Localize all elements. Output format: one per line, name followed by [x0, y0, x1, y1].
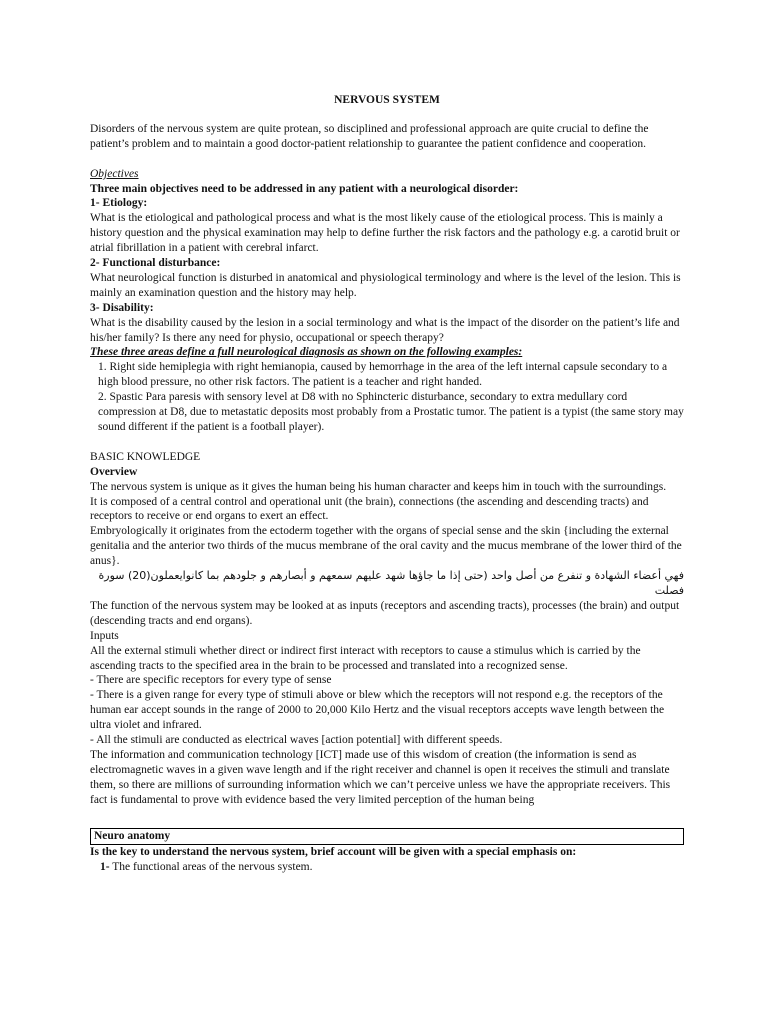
inputs-heading: Inputs: [90, 629, 119, 642]
neuro-anatomy-item-1: [90, 860, 684, 875]
neuro-item-number: 1-: [100, 861, 110, 874]
overview-paragraph-1: The nervous system is unique as it gives the human being his human character and keeps him in touch with the surroundings.: [90, 480, 667, 493]
neuro-anatomy-box: Neuro anatomy: [90, 828, 684, 845]
example-1: 1. Right side hemiplegia with right hemianopia, caused by hemorrhage in the area of the left internal capsule secondary to a high blood pressure, no other risk factors. The patient is a teacher and right handed.: [98, 361, 668, 389]
overview-paragraph-3: Embryologically it originates from the ectoderm together with the organs of special sense and the skin {including the external genitalia and the anterior two thirds of the mucus membrane of the oral cavity and the mucus membrane of the lower third of the anus}.: [90, 525, 682, 568]
intro-paragraph: Disorders of the nervous system are quite protean, so disciplined and professional approach are quite crucial to define the patient’s problem and to maintain a good doctor-patient relationship to guarantee the patient confidence and cooperation.: [90, 122, 649, 150]
document-body: [90, 93, 684, 875]
inputs-bullet-1: - There are specific receptors for every type of sense: [90, 674, 332, 687]
overview-paragraph-4: The function of the nervous system may be looked at as inputs (receptors and ascending tracts), processes (the brain) and output (descending tracts and end organs).: [90, 599, 680, 627]
objective-text-disability: What is the disability caused by the lesion in a social terminology and what is the impact of the disorder on the patient’s life and his/her family? Is there any need for physio, occupational or speech therapy?: [90, 316, 680, 344]
objective-label-functional: 2- Functional disturbance:: [90, 257, 221, 270]
example-2: 2. Spastic Para paresis with sensory level at D8 with no Sphincteric disturbance, secondary to extra medullary cord compression at D8, due to metastatic deposits most probably from a Prostatic tumor. The patient is a typist (the same story may sound different if the patient is a football player).: [98, 391, 684, 434]
inputs-paragraph: All the external stimuli whether direct or indirect first interact with receptors to cause a stimulus which is carried by the ascending tracts to the specified area in the brain to be processed and translated into a recognized sense.: [90, 644, 641, 672]
neuro-anatomy-lead: Is the key to understand the nervous system, brief account will be given with a special emphasis on:: [90, 846, 577, 859]
arabic-quote: فهي أعضاء الشهادة و تنفرع من أصل واحد (حتى إذا ما جاؤها شهد عليهم سمعهم و أبصارهم و جلودهم بما كانوايعملون(20) سورة فصلت: [98, 569, 684, 597]
neuro-item-text: The functional areas of the nervous system.: [109, 861, 313, 874]
ict-paragraph: The information and communication technology [ICT] made use of this wisdom of creation (the information is send as electromagnetic waves in a given wave length and if the right receiver and channel is open it receives the stimuli and translate them, so there are millions of surrounding information which we can’t perceive unless we have the appropriate receivers. This fact is fundamental to prove with evidence based the very limited perception of the human being: [90, 748, 671, 806]
overview-heading: Overview: [90, 465, 138, 478]
overview-paragraph-2: It is composed of a central control and operational unit (the brain), connections (the ascending and descending tracts) and receptors to receive or end organs to exert an effect.: [90, 495, 649, 523]
basic-knowledge-heading: BASIC KNOWLEDGE: [90, 450, 201, 463]
objective-text-etiology: What is the etiological and pathological process and what is the most likely cause of the etiological process. This is mainly a history question and the physical examination may help to define further the risk factors and the pathology e.g. a carotid bruit or atrial fibrillation in a patient with cerebral infarct.: [90, 212, 680, 255]
objective-label-disability: 3- Disability:: [90, 301, 154, 314]
objective-text-functional: What neurological function is disturbed in anatomical and physiological terminology and where is the level of the lesion. This is mainly an examination question and the history may help.: [90, 271, 681, 299]
objectives-lead: Three main objectives need to be addressed in any patient with a neurological disorder:: [90, 182, 519, 195]
objectives-heading: Objectives: [90, 167, 139, 180]
objective-label-etiology: 1- Etiology:: [90, 197, 148, 210]
inputs-bullet-2: - There is a given range for every type of stimuli above or blew which the receptors will not respond e.g. the receptors of the human ear accept sounds in the range of 2000 to 20,000 Kilo Hertz and the visual receptors accepts wave length between the ultra violet and infrared.: [90, 689, 665, 732]
page-title: NERVOUS SYSTEM: [334, 94, 440, 106]
inputs-bullet-3: - All the stimuli are conducted as electrical waves [action potential] with different speeds.: [90, 734, 503, 747]
examples-heading: These three areas define a full neurological diagnosis as shown on the following examples:: [90, 346, 523, 359]
